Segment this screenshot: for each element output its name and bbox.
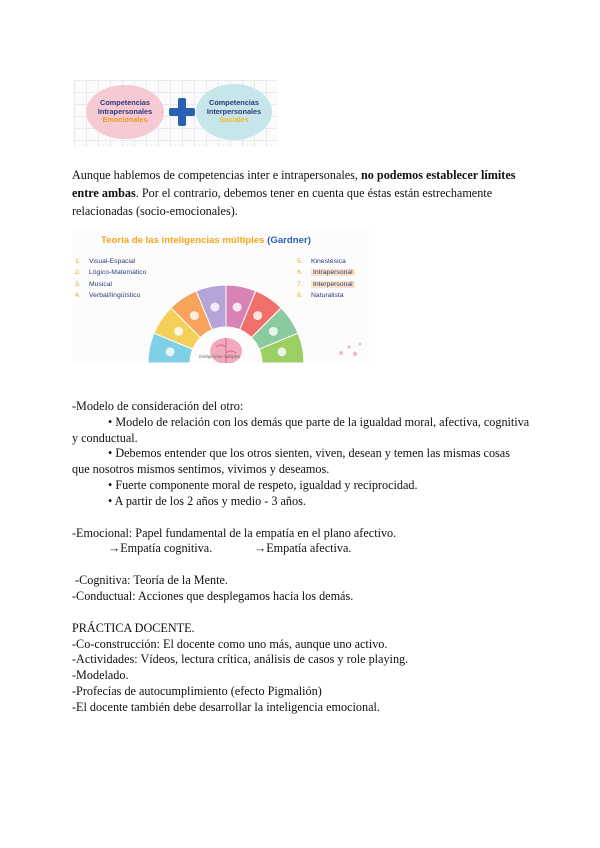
left-circle-line3: Emocionales bbox=[102, 115, 148, 125]
gardner-title-main: Teoría de las inteligencias múltiples bbox=[101, 235, 268, 246]
emotional-line: -Emocional: Papel fundamental de la empatía en el plano afectivo. bbox=[72, 525, 397, 540]
intelligences-rainbow bbox=[141, 283, 311, 363]
segment-icon bbox=[210, 303, 219, 312]
intelligence-item bbox=[297, 267, 355, 278]
segment-icon bbox=[166, 347, 175, 356]
interpersonal-circle bbox=[196, 84, 272, 140]
item-number: 6. bbox=[297, 269, 303, 277]
model-heading: -Modelo de consideración del otro: bbox=[72, 399, 244, 413]
item-number: 1. bbox=[75, 258, 81, 265]
arrow-affective: →Empatía afectiva. bbox=[254, 541, 352, 556]
intro-part1: Aunque hablemos de competencias inter e intrapersonales, bbox=[72, 168, 362, 182]
left-circle-line1: Competencias bbox=[100, 98, 150, 108]
gardner-figure bbox=[73, 227, 369, 363]
bullet-2b: que nosotros mismos sentimos, vivimos y deseamos. bbox=[72, 462, 330, 477]
item-number: 4. bbox=[75, 292, 81, 300]
item-number: 7. bbox=[297, 280, 303, 288]
gardner-title-author: (Gardner) bbox=[267, 235, 311, 246]
item-number: 2. bbox=[75, 269, 81, 277]
item-label: Visual-Espacial bbox=[89, 258, 136, 265]
cognitive-line: -Cognitiva: Teoría de la Mente. bbox=[72, 573, 228, 588]
rainbow-caption: Inteligencias múltiples bbox=[199, 354, 240, 359]
intro-part2: . Por el contrario, debemos tener en cuenta que éstas están estrechamente relacionadas (socio-emocionales). bbox=[72, 186, 493, 218]
intelligences-left-list bbox=[75, 256, 146, 302]
spacer bbox=[72, 605, 532, 621]
practice-item: -Co-construcción: El docente como uno más, aunque uno activo. bbox=[72, 636, 388, 651]
right-circle-line3: Sociales bbox=[219, 115, 249, 125]
competencias-figure bbox=[74, 80, 277, 147]
bullet-2a: • Debemos entender que los otros sienten, viven, desean y temen las mismas cosas bbox=[108, 446, 510, 461]
bullet-4: • A partir de los 2 años y medio - 3 años. bbox=[108, 493, 306, 508]
spacer bbox=[72, 510, 532, 526]
item-label: Musical bbox=[89, 280, 113, 288]
empathy-types bbox=[72, 541, 532, 557]
item-label: Verbal/lingüístico bbox=[89, 292, 141, 300]
practice-heading: PRÁCTICA DOCENTE. bbox=[72, 620, 195, 635]
item-number: 8. bbox=[297, 292, 303, 300]
intro-paragraph bbox=[72, 166, 527, 220]
right-circle-line2: Interpersonales bbox=[206, 106, 262, 116]
item-label: Lógico-Matemático bbox=[89, 269, 147, 277]
practice-item: -Modelado. bbox=[72, 668, 129, 683]
right-circle-line1: Competencias bbox=[209, 98, 259, 108]
item-label: Naturalista bbox=[311, 292, 344, 300]
item-number: 3. bbox=[75, 280, 81, 288]
intelligence-item bbox=[75, 290, 146, 301]
intelligence-item bbox=[297, 256, 355, 267]
bullet-1a: • Modelo de relación con los demás que parte de la igualdad moral, afectiva, cognitiva bbox=[108, 414, 530, 429]
decorative-dots-icon bbox=[335, 335, 365, 359]
segment-icon bbox=[277, 347, 286, 356]
bullet-3: • Fuerte componente moral de respeto, igualdad y reciprocidad. bbox=[108, 477, 418, 492]
arrow-cognitive: →Empatía cognitiva. bbox=[108, 541, 213, 556]
plus-icon bbox=[169, 98, 195, 126]
practice-item: -El docente también debe desarrollar la inteligencia emocional. bbox=[72, 699, 380, 714]
spacer bbox=[72, 557, 532, 573]
body-text bbox=[72, 399, 532, 716]
segment-icon bbox=[174, 327, 183, 336]
intelligence-item bbox=[75, 279, 146, 290]
item-number: 5. bbox=[297, 258, 303, 265]
intrapersonal-circle bbox=[86, 85, 164, 139]
intelligence-item bbox=[75, 267, 146, 278]
practice-item: -Actividades: Vídeos, lectura crítica, análisis de casos y role playing. bbox=[72, 652, 409, 667]
segment-icon bbox=[233, 303, 242, 312]
practice-item: -Profecías de autocumplimiento (efecto Pigmalión) bbox=[72, 683, 322, 698]
item-label: Interpersonal bbox=[313, 280, 353, 288]
item-label: Kinestésica bbox=[311, 258, 346, 265]
behavioral-line: -Conductual: Acciones que desplegamos hacia los demás. bbox=[72, 588, 354, 603]
segment-icon bbox=[269, 327, 278, 336]
bullet-1b: y conductual. bbox=[72, 430, 138, 445]
gardner-title bbox=[101, 235, 311, 246]
item-label: Intrapersonal bbox=[313, 269, 353, 277]
left-circle-line2: Intrapersonales bbox=[97, 106, 153, 116]
intelligence-item bbox=[75, 256, 146, 267]
intro-bold: no podemos establecer límites entre ambas bbox=[72, 168, 516, 200]
segment-icon bbox=[190, 311, 199, 320]
segment-icon bbox=[253, 311, 262, 320]
